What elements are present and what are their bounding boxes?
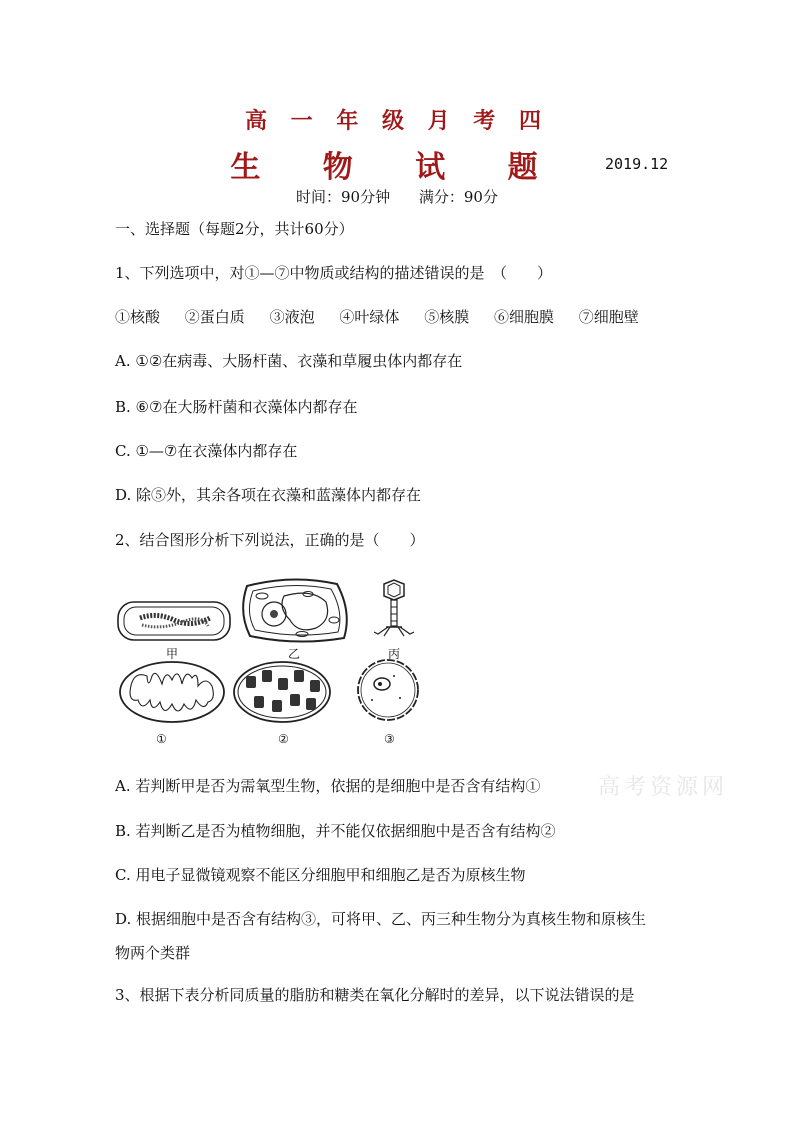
watermark: 高考资源网 (598, 775, 729, 800)
item: ④叶绿体 (339, 308, 400, 326)
item: ⑤核膜 (424, 308, 470, 326)
item: ①核酸 (115, 308, 161, 326)
figure-label-bing: 丙 (388, 647, 401, 661)
structure-1-drawing (120, 662, 224, 722)
question-2-stem: 2、结合图形分析下列说法，正确的是（ ） (115, 531, 425, 549)
figure-label-2: ② (278, 732, 289, 746)
item: ⑦细胞壁 (578, 308, 639, 326)
exam-score: 满分：90分 (418, 188, 498, 206)
exam-title: 高 一 年 级 月 考 四 (245, 108, 549, 134)
question-1-stem: 1、下列选项中，对①—⑦中物质或结构的描述错误的是 （ ） (115, 264, 553, 282)
cell-yi-drawing (243, 579, 347, 641)
cell-bing-drawing (374, 580, 414, 636)
cell-diagram (112, 572, 442, 752)
cell-figure (112, 572, 442, 752)
question-2-option-c: C. 用电子显微镜观察不能区分细胞甲和细胞乙是否为原核生物 (115, 866, 526, 884)
structure-2-drawing (234, 662, 330, 722)
exam-date: 2019.12 (605, 155, 669, 173)
exam-time: 时间：90分钟 (296, 188, 391, 206)
question-3-stem: 3、根据下表分析同质量的脂肪和糖类在氧化分解时的差异，以下说法错误的是 (115, 986, 635, 1004)
subject-title: 生 物 试 题 (230, 150, 564, 185)
item: ⑥细胞膜 (493, 308, 554, 326)
exam-info (0, 186, 794, 207)
figure-label-3: ③ (384, 732, 395, 746)
question-2-option-d: D. 根据细胞中是否含有结构③，可将甲、乙、丙三种生物分为真核生物和原核生 (115, 910, 647, 928)
question-1-option-b: B. ⑥⑦在大肠杆菌和衣藻体内都存在 (115, 398, 358, 416)
figure-label-yi: 乙 (288, 647, 301, 661)
question-2-option-a: A. 若判断甲是否为需氧型生物，依据的是细胞中是否含有结构① (115, 777, 541, 795)
question-2-option-b: B. 若判断乙是否为植物细胞，并不能仅依据细胞中是否含有结构② (115, 822, 556, 840)
figure-label-jia: 甲 (166, 647, 179, 661)
question-1-option-d: D. 除⑤外，其余各项在衣藻和蓝藻体内都存在 (115, 486, 422, 504)
question-2-option-d-continued: 物两个类群 (115, 944, 191, 962)
cell-jia-drawing (118, 602, 230, 640)
figure-label-1: ① (156, 732, 167, 746)
structure-3-drawing (358, 660, 418, 720)
question-1-items (115, 306, 659, 327)
question-1-option-c: C. ①—⑦在衣藻体内都存在 (115, 442, 298, 460)
question-1-option-a: A. ①②在病毒、大肠杆菌、衣藻和草履虫体内都存在 (115, 352, 463, 370)
item: ②蛋白质 (184, 308, 245, 326)
item: ③液泡 (269, 308, 315, 326)
section-heading: 一、选择题（每题2分，共计60分） (115, 220, 354, 238)
